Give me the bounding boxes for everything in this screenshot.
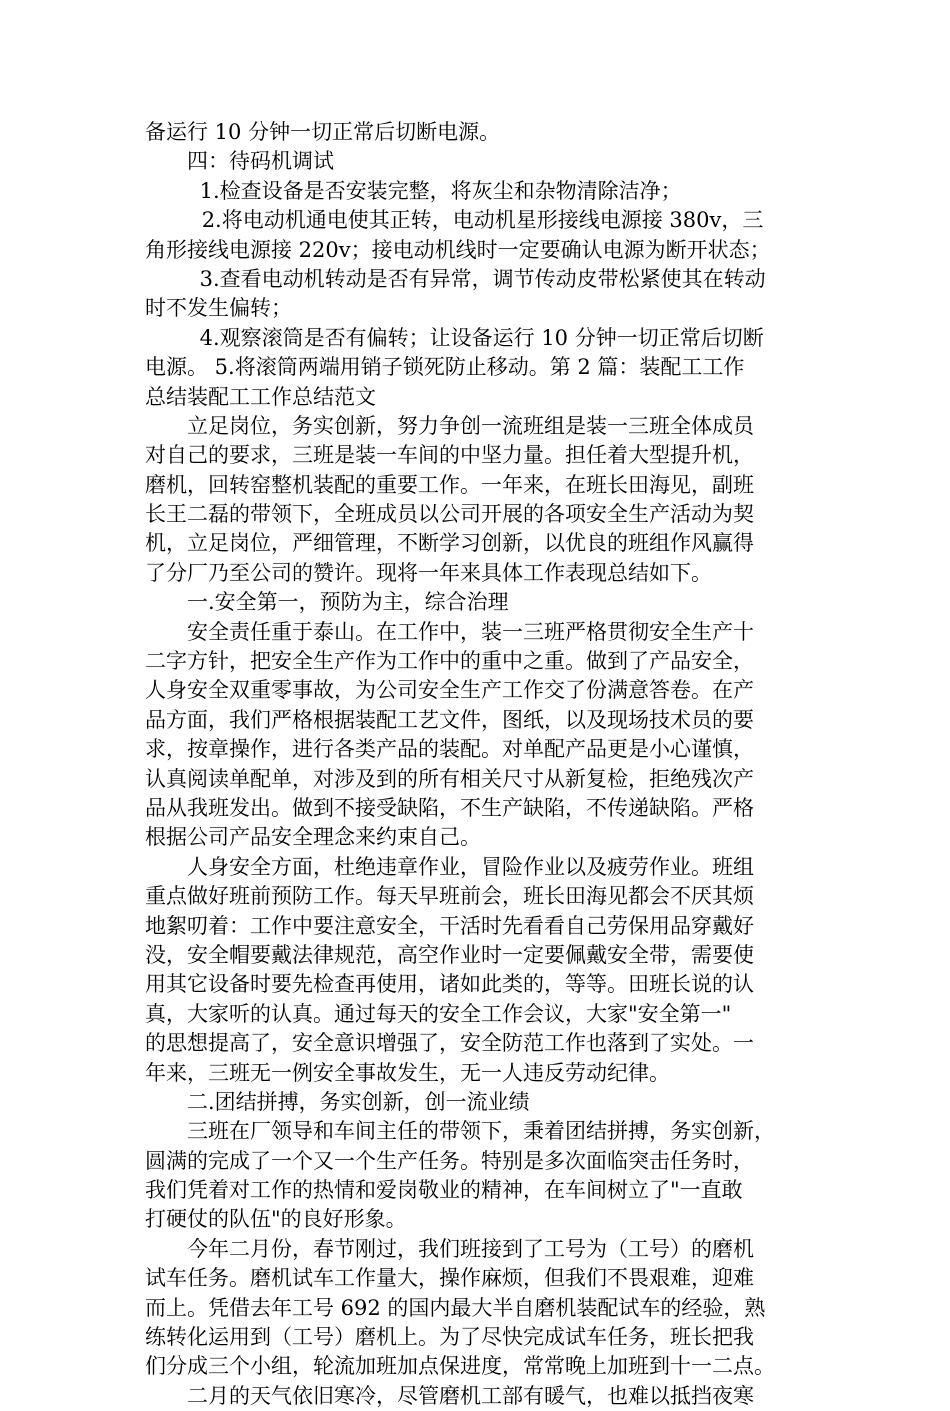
text-line: 没，安全帽要戴法律规范，高空作业时一定要佩戴安全带，需要使: [145, 942, 754, 967]
text-line: 求，按章操作，进行各类产品的装配。对单配产品更是小心谨慎，: [145, 737, 754, 762]
text-line: 二字方针，把安全生产作为工作中的重中之重。做到了产品安全，: [145, 649, 754, 674]
text-line: 安全责任重于泰山。在工作中，装一三班严格贯彻安全生产十: [187, 619, 754, 644]
text-line: 试车任务。磨机试车工作量大，操作麻烦，但我们不畏艰难，迎难: [145, 1266, 754, 1291]
text-line: 根据公司产品安全理念来约束自己。: [145, 825, 481, 850]
text-line: 重点做好班前预防工作。每天早班前会，班长田海见都会不厌其烦: [145, 884, 754, 909]
text-line: 打硬仗的队伍"的良好形象。: [145, 1207, 407, 1232]
text-line: 而上。凭借去年工号 692 的国内最大半自磨机装配试车的经验，熟: [145, 1295, 766, 1320]
text-line: 时不发生偏转；: [145, 296, 292, 321]
text-line: 年来，三班无一例安全事故发生，无一人违反劳动纪律。: [145, 1060, 670, 1085]
text-line: 长王二磊的带领下，全班成员以公司开展的各项安全生产活动为契: [145, 502, 754, 527]
text-line: 的思想提高了，安全意识增强了，安全防范工作也落到了实处。一: [145, 1031, 754, 1056]
text-line: 们分成三个小组，轮流加班加点保进度，常常晚上加班到十一二点。: [145, 1354, 775, 1379]
text-line: 角形接线电源接 220v；接电动机线时一定要确认电源为断开状态；: [145, 237, 771, 262]
text-line: 2.将电动机通电使其正转，电动机星形接线电源接 380v，三: [201, 208, 764, 233]
text-line: 人身安全方面，杜绝违章作业，冒险作业以及疲劳作业。班组: [187, 854, 754, 879]
text-line: 用其它设备时要先检查再使用，诸如此类的，等等。田班长说的认: [145, 972, 754, 997]
text-line: 二.团结拼搏，务实创新，创一流业绩: [187, 1089, 530, 1114]
text-line: 电源。 5.将滚筒两端用销子锁死防止移动。第 2 篇：装配工工作: [145, 355, 745, 380]
text-line: 磨机，回转窑整机装配的重要工作。一年来，在班长田海见，副班: [145, 472, 754, 497]
text-line: 圆满的完成了一个又一个生产任务。特别是多次面临突击任务时，: [145, 1148, 754, 1173]
text-line: 认真阅读单配单，对涉及到的所有相关尺寸从新复检，拒绝残次产: [145, 766, 754, 791]
text-line: 真，大家听的认真。通过每天的安全工作会议，大家"安全第一": [145, 1001, 732, 1026]
text-line: 品方面，我们严格根据装配工艺文件，图纸，以及现场技术员的要: [145, 707, 754, 732]
text-line: 四：待码机调试: [187, 149, 334, 174]
text-line: 1.检查设备是否安装完整，将灰尘和杂物清除洁净；: [199, 178, 682, 203]
text-line: 今年二月份，春节刚过，我们班接到了工号为（工号）的磨机: [187, 1236, 754, 1261]
text-line: 练转化运用到（工号）磨机上。为了尽快完成试车任务，班长把我: [145, 1325, 754, 1350]
text-line: 3.查看电动机转动是否有异常，调节传动皮带松紧使其在转动: [199, 266, 766, 291]
text-line: 4.观察滚筒是否有偏转；让设备运行 10 分钟一切正常后切断: [199, 325, 764, 350]
text-line: 备运行 10 分钟一切正常后切断电源。: [145, 120, 501, 144]
text-line: 对自己的要求，三班是装一车间的中坚力量。担任着大型提升机，: [145, 443, 754, 468]
text-line: 我们凭着对工作的热情和爱岗敬业的精神，在车间树立了"一直敢: [145, 1178, 743, 1203]
text-line: 三班在厂领导和车间主任的带领下，秉着团结拼搏，务实创新，: [187, 1119, 775, 1144]
text-line: 人身安全双重零事故，为公司安全生产工作交了份满意答卷。在产: [145, 678, 754, 703]
document-body: [145, 118, 810, 1411]
text-line: 了分厂乃至公司的赞许。现将一年来具体工作表现总结如下。: [145, 560, 712, 585]
text-line: 总结装配工工作总结范文: [145, 384, 376, 409]
text-line: 地絮叨着：工作中要注意安全，干活时先看看自己劳保用品穿戴好: [145, 913, 754, 938]
text-line: 立足岗位，务实创新，努力争创一流班组是装一三班全体成员: [187, 413, 754, 438]
text-line: 二月的天气依旧寒冷，尽管磨机工部有暖气，也难以抵挡夜寒: [187, 1383, 754, 1408]
text-line: 一.安全第一，预防为主，综合治理: [187, 590, 509, 615]
text-line: 机，立足岗位，严细管理，不断学习创新，以优良的班组作风赢得: [145, 531, 754, 556]
text-line: 品从我班发出。做到不接受缺陷，不生产缺陷，不传递缺陷。严格: [145, 795, 754, 820]
